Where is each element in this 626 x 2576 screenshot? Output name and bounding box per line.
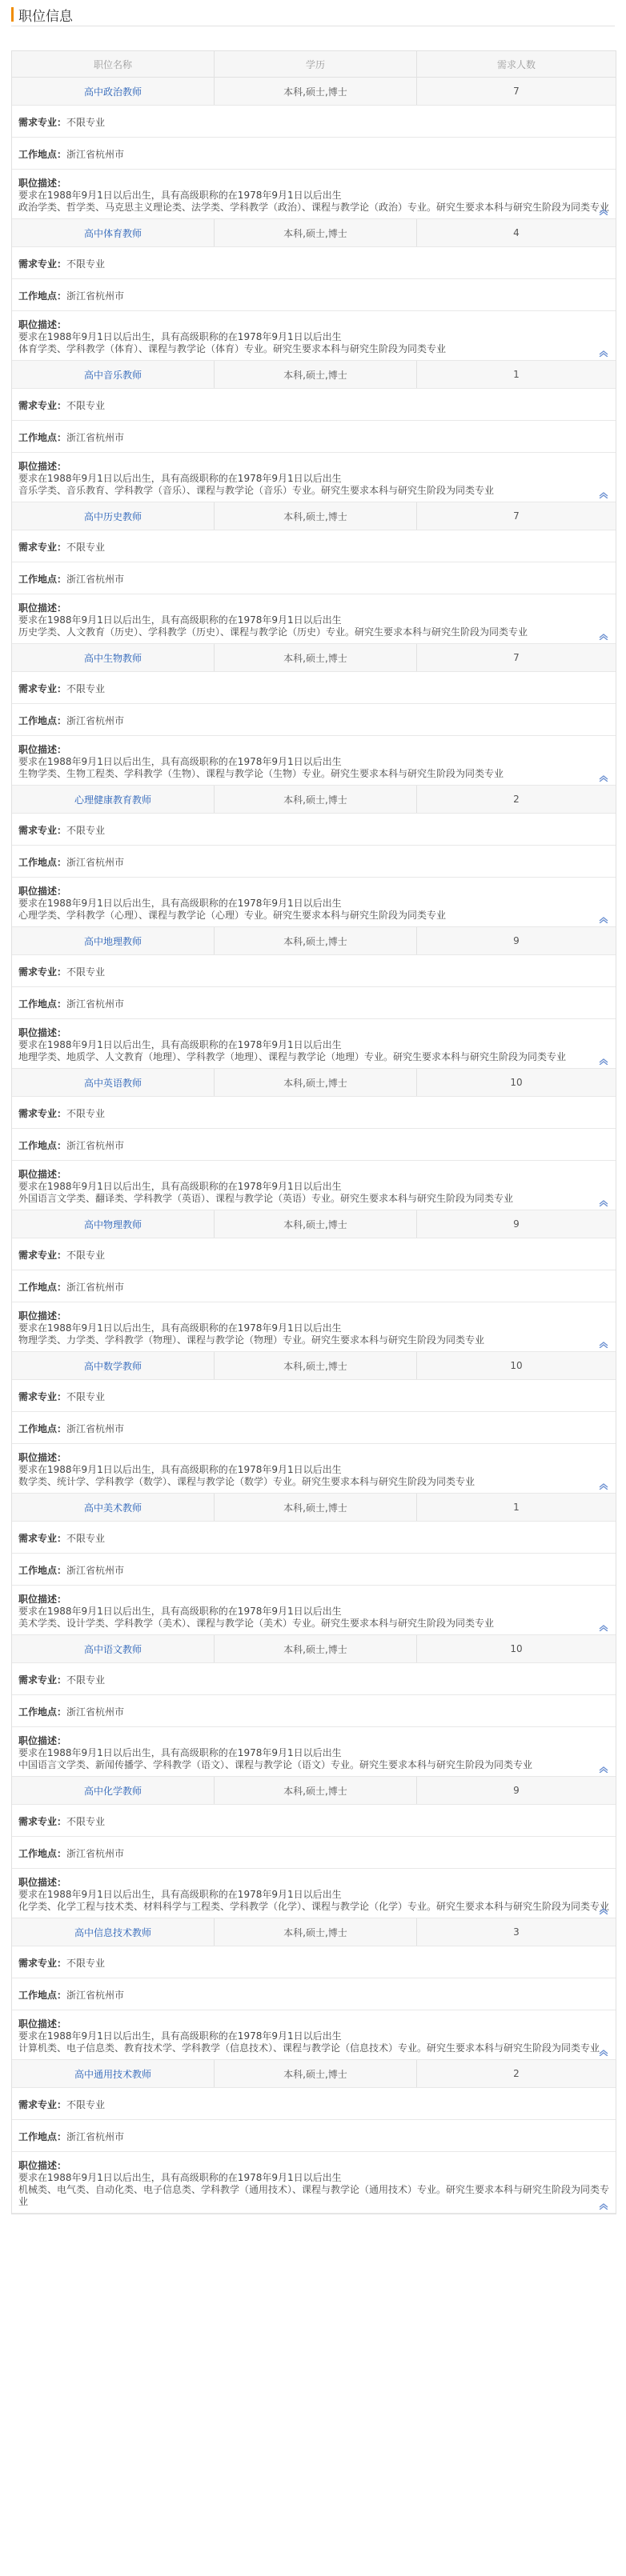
description-label: 职位描述： — [18, 461, 67, 472]
major-label: 需求专业： — [18, 1674, 67, 1686]
location-value: 浙江省杭州市 — [66, 431, 125, 443]
description-line: 生物学类、生物工程类、学科教学（生物）、课程与教学论（生物）专业。研究生要求本科与研究生阶段为同类专业 — [18, 768, 504, 779]
job-description — [12, 170, 616, 218]
job-location — [12, 1695, 616, 1727]
location-value: 浙江省杭州市 — [66, 856, 125, 868]
job-name-link[interactable]: 心理健康教育教师 — [12, 786, 215, 813]
job-list — [12, 78, 616, 2214]
job-name-link[interactable]: 高中物理教师 — [12, 1210, 215, 1238]
section-header — [11, 3, 615, 26]
description-line: 政治学类、哲学类、马克思主义理论类、法学类、学科教学（政治）、课程与教学论（政治）专业。研究生要求本科与研究生阶段为同类专业 — [18, 202, 610, 213]
job-item — [12, 1635, 616, 1777]
job-name-link[interactable]: 高中通用技术教师 — [12, 2060, 215, 2087]
chevron-up-icon[interactable] — [598, 209, 609, 217]
table-row — [12, 1635, 616, 1663]
location-label: 工作地点： — [18, 856, 67, 868]
job-description — [12, 594, 616, 643]
major-value: 不限专业 — [66, 541, 106, 553]
job-education: 本科,硕士,博士 — [215, 644, 417, 671]
location-value: 浙江省杭州市 — [66, 2130, 125, 2142]
major-label: 需求专业： — [18, 1815, 67, 1827]
job-count: 9 — [513, 935, 520, 946]
job-major — [12, 1663, 616, 1695]
job-education: 本科,硕士,博士 — [215, 1352, 417, 1379]
job-location — [12, 1837, 616, 1869]
chevron-up-icon[interactable] — [598, 775, 609, 783]
job-education: 本科,硕士,博士 — [215, 1635, 417, 1662]
table-row — [12, 1352, 616, 1380]
description-line: 中国语言文学类、新闻传播学、学科教学（语文）、课程与教学论（语文）专业。研究生要求本科与研究生阶段为同类专业 — [18, 1759, 533, 1770]
job-description — [12, 1869, 616, 1918]
job-education: 本科,硕士,博士 — [215, 786, 417, 813]
major-label: 需求专业： — [18, 1390, 67, 1402]
chevron-up-icon[interactable] — [598, 2203, 609, 2211]
job-education: 本科,硕士,博士 — [215, 2060, 417, 2087]
description-label: 职位描述： — [18, 319, 67, 330]
description-label: 职位描述： — [18, 178, 67, 189]
job-item — [12, 1210, 616, 1352]
job-item — [12, 1352, 616, 1494]
location-value: 浙江省杭州市 — [66, 1139, 125, 1151]
job-count: 7 — [513, 652, 520, 663]
major-value: 不限专业 — [66, 1249, 106, 1261]
job-education: 本科,硕士,博士 — [215, 78, 417, 105]
header-job-name: 职位名称 — [12, 51, 215, 77]
job-count: 10 — [510, 1077, 523, 1088]
description-label: 职位描述： — [18, 2018, 67, 2030]
job-name-link[interactable]: 高中政治教师 — [12, 78, 215, 105]
job-major — [12, 672, 616, 704]
description-line: 要求在1988年9月1日以后出生，具有高级职称的在1978年9月1日以后出生 — [18, 2172, 342, 2183]
description-line: 心理学类、学科教学（心理）、课程与教学论（心理）专业。研究生要求本科与研究生阶段为同类专业 — [18, 910, 447, 921]
job-location — [12, 138, 616, 170]
major-label: 需求专业： — [18, 258, 67, 270]
description-line: 要求在1988年9月1日以后出生，具有高级职称的在1978年9月1日以后出生 — [18, 1606, 342, 1617]
description-line: 要求在1988年9月1日以后出生，具有高级职称的在1978年9月1日以后出生 — [18, 2030, 342, 2042]
job-item — [12, 1777, 616, 1918]
job-count: 2 — [513, 2068, 520, 2079]
description-line: 要求在1988年9月1日以后出生，具有高级职称的在1978年9月1日以后出生 — [18, 898, 342, 909]
job-description — [12, 1302, 616, 1351]
job-item — [12, 1918, 616, 2060]
job-count: 7 — [513, 510, 520, 522]
job-location — [12, 987, 616, 1019]
major-label: 需求专业： — [18, 682, 67, 694]
job-major — [12, 530, 616, 562]
description-line: 化学类、化学工程与技术类、材料科学与工程类、学科教学（化学）、课程与教学论（化学）专业。研究生要求本科与研究生阶段为同类专业 — [18, 1901, 610, 1912]
chevron-up-icon[interactable] — [598, 350, 609, 358]
job-education: 本科,硕士,博士 — [215, 502, 417, 530]
major-value: 不限专业 — [66, 258, 106, 270]
job-name-link[interactable]: 高中体育教师 — [12, 219, 215, 246]
major-value: 不限专业 — [66, 1107, 106, 1119]
job-item — [12, 361, 616, 502]
job-description — [12, 2152, 616, 2213]
job-count: 10 — [510, 1643, 523, 1654]
job-name-link[interactable]: 高中数学教师 — [12, 1352, 215, 1379]
description-label: 职位描述： — [18, 602, 67, 614]
chevron-up-icon[interactable] — [598, 1058, 609, 1066]
location-label: 工作地点： — [18, 1139, 67, 1151]
table-row — [12, 361, 616, 389]
description-line: 要求在1988年9月1日以后出生，具有高级职称的在1978年9月1日以后出生 — [18, 756, 342, 767]
description-line: 要求在1988年9月1日以后出生，具有高级职称的在1978年9月1日以后出生 — [18, 1464, 342, 1475]
location-value: 浙江省杭州市 — [66, 148, 125, 160]
job-description — [12, 1727, 616, 1776]
description-line: 计算机类、电子信息类、教育技术学、学科教学（信息技术）、课程与教学论（信息技术）专业。研究生要求本科与研究生阶段为同类专业 — [18, 2042, 600, 2054]
location-value: 浙江省杭州市 — [66, 1281, 125, 1293]
location-value: 浙江省杭州市 — [66, 1989, 125, 2001]
job-major — [12, 389, 616, 421]
job-major — [12, 247, 616, 279]
table-row — [12, 78, 616, 106]
table-row — [12, 644, 616, 672]
job-description — [12, 311, 616, 360]
job-education: 本科,硕士,博士 — [215, 1918, 417, 1946]
location-label: 工作地点： — [18, 1847, 67, 1859]
description-label: 职位描述： — [18, 2160, 67, 2171]
job-description — [12, 1019, 616, 1068]
job-major — [12, 814, 616, 846]
table-row — [12, 219, 616, 247]
job-item — [12, 1494, 616, 1635]
chevron-up-icon[interactable] — [598, 917, 609, 925]
chevron-up-icon[interactable] — [598, 2050, 609, 2058]
description-line: 要求在1988年9月1日以后出生，具有高级职称的在1978年9月1日以后出生 — [18, 331, 342, 342]
location-value: 浙江省杭州市 — [66, 998, 125, 1010]
job-count: 4 — [513, 227, 520, 238]
description-label: 职位描述： — [18, 886, 67, 897]
job-item — [12, 2060, 616, 2214]
description-line: 历史学类、人文教育（历史）、学科教学（历史）、课程与教学论（历史）专业。研究生要求本科与研究生阶段为同类专业 — [18, 626, 528, 638]
chevron-up-icon[interactable] — [598, 1483, 609, 1491]
job-description — [12, 1586, 616, 1634]
description-line: 要求在1988年9月1日以后出生，具有高级职称的在1978年9月1日以后出生 — [18, 1889, 342, 1900]
table-row — [12, 1918, 616, 1946]
description-line: 美术学类、设计学类、学科教学（美术）、课程与教学论（美术）专业。研究生要求本科与研究生阶段为同类专业 — [18, 1618, 495, 1629]
major-label: 需求专业： — [18, 1957, 67, 1969]
job-location — [12, 1412, 616, 1444]
description-line: 外国语言文学类、翻译类、学科教学（英语）、课程与教学论（英语）专业。研究生要求本科与研究生阶段为同类专业 — [18, 1193, 514, 1204]
job-count: 1 — [513, 1502, 520, 1513]
description-line: 地理学类、地质学、人文教育（地理）、学科教学（地理）、课程与教学论（地理）专业。研究生要求本科与研究生阶段为同类专业 — [18, 1051, 567, 1062]
job-major — [12, 1522, 616, 1554]
job-major — [12, 1805, 616, 1837]
job-education: 本科,硕士,博士 — [215, 1494, 417, 1521]
description-label: 职位描述： — [18, 1027, 67, 1038]
description-line: 要求在1988年9月1日以后出生，具有高级职称的在1978年9月1日以后出生 — [18, 190, 342, 201]
description-line: 音乐学类、音乐教育、学科教学（音乐）、课程与教学论（音乐）专业。研究生要求本科与研究生阶段为同类专业 — [18, 485, 495, 496]
location-label: 工作地点： — [18, 998, 67, 1010]
major-label: 需求专业： — [18, 966, 67, 978]
job-name-link[interactable]: 高中信息技术教师 — [12, 1918, 215, 1946]
job-description — [12, 453, 616, 502]
location-label: 工作地点： — [18, 290, 67, 302]
job-description — [12, 1444, 616, 1493]
job-major — [12, 1380, 616, 1412]
location-label: 工作地点： — [18, 431, 67, 443]
major-label: 需求专业： — [18, 399, 67, 411]
table-row — [12, 2060, 616, 2088]
major-label: 需求专业： — [18, 824, 67, 836]
major-label: 需求专业： — [18, 1107, 67, 1119]
job-location — [12, 1270, 616, 1302]
table-row — [12, 1494, 616, 1522]
job-location — [12, 421, 616, 453]
description-line: 机械类、电气类、自动化类、电子信息类、学科教学（通用技术）、课程与教学论（通用技术）专业。研究生要求本科与研究生阶段为同类专业 — [18, 2184, 610, 2207]
table-row — [12, 1069, 616, 1097]
description-line: 物理学类、力学类、学科教学（物理）、课程与教学论（物理）专业。研究生要求本科与研究生阶段为同类专业 — [18, 1334, 485, 1346]
major-value: 不限专业 — [66, 2098, 106, 2110]
job-location — [12, 704, 616, 736]
chevron-up-icon[interactable] — [598, 1625, 609, 1633]
major-value: 不限专业 — [66, 116, 106, 128]
location-value: 浙江省杭州市 — [66, 290, 125, 302]
location-label: 工作地点： — [18, 2130, 67, 2142]
location-value: 浙江省杭州市 — [66, 1564, 125, 1576]
job-item — [12, 927, 616, 1069]
section-title: 职位信息 — [18, 8, 73, 25]
chevron-up-icon[interactable] — [598, 634, 609, 642]
chevron-up-icon[interactable] — [598, 1342, 609, 1350]
job-name-link[interactable]: 高中化学教师 — [12, 1777, 215, 1804]
location-label: 工作地点： — [18, 714, 67, 726]
description-label: 职位描述： — [18, 1877, 67, 1888]
description-label: 职位描述： — [18, 1452, 67, 1463]
description-label: 职位描述： — [18, 744, 67, 755]
job-education: 本科,硕士,博士 — [215, 1069, 417, 1096]
chevron-up-icon[interactable] — [598, 1766, 609, 1774]
description-label: 职位描述： — [18, 1735, 67, 1746]
job-description — [12, 878, 616, 926]
major-value: 不限专业 — [66, 399, 106, 411]
major-value: 不限专业 — [66, 682, 106, 694]
description-line: 要求在1988年9月1日以后出生，具有高级职称的在1978年9月1日以后出生 — [18, 1747, 342, 1758]
job-item — [12, 219, 616, 361]
major-value: 不限专业 — [66, 1532, 106, 1544]
description-line: 要求在1988年9月1日以后出生，具有高级职称的在1978年9月1日以后出生 — [18, 473, 342, 484]
header-count: 需求人数 — [496, 58, 536, 70]
location-label: 工作地点： — [18, 1422, 67, 1434]
header-education: 学历 — [215, 51, 417, 77]
job-item — [12, 644, 616, 786]
major-label: 需求专业： — [18, 1249, 67, 1261]
job-major — [12, 106, 616, 138]
job-name-link[interactable]: 高中历史教师 — [12, 502, 215, 530]
job-location — [12, 562, 616, 594]
chevron-up-icon[interactable] — [598, 492, 609, 500]
major-value: 不限专业 — [66, 1390, 106, 1402]
location-value: 浙江省杭州市 — [66, 1706, 125, 1718]
job-name-link[interactable]: 高中语文教师 — [12, 1635, 215, 1662]
description-label: 职位描述： — [18, 1169, 67, 1180]
major-label: 需求专业： — [18, 116, 67, 128]
job-location — [12, 279, 616, 311]
job-major — [12, 955, 616, 987]
job-count: 10 — [510, 1360, 523, 1371]
job-item — [12, 1069, 616, 1210]
description-label: 职位描述： — [18, 1310, 67, 1322]
job-location — [12, 2120, 616, 2152]
table-row — [12, 502, 616, 530]
job-count: 7 — [513, 86, 520, 97]
location-label: 工作地点： — [18, 148, 67, 160]
chevron-up-icon[interactable] — [598, 1200, 609, 1208]
job-count: 3 — [513, 1926, 520, 1938]
location-value: 浙江省杭州市 — [66, 714, 125, 726]
location-value: 浙江省杭州市 — [66, 1847, 125, 1859]
job-major — [12, 1946, 616, 1978]
chevron-up-icon[interactable] — [598, 1908, 609, 1916]
major-value: 不限专业 — [66, 1674, 106, 1686]
table-row — [12, 786, 616, 814]
job-location — [12, 1129, 616, 1161]
major-value: 不限专业 — [66, 824, 106, 836]
job-count: 9 — [513, 1218, 520, 1230]
major-value: 不限专业 — [66, 1957, 106, 1969]
major-value: 不限专业 — [66, 966, 106, 978]
job-location — [12, 1978, 616, 2010]
job-table — [11, 50, 616, 2214]
description-line: 要求在1988年9月1日以后出生，具有高级职称的在1978年9月1日以后出生 — [18, 1322, 342, 1334]
location-value: 浙江省杭州市 — [66, 573, 125, 585]
job-education: 本科,硕士,博士 — [215, 219, 417, 246]
major-label: 需求专业： — [18, 541, 67, 553]
location-label: 工作地点： — [18, 1989, 67, 2001]
job-location — [12, 1554, 616, 1586]
table-row — [12, 1777, 616, 1805]
location-label: 工作地点： — [18, 573, 67, 585]
table-row — [12, 927, 616, 955]
description-line: 要求在1988年9月1日以后出生，具有高级职称的在1978年9月1日以后出生 — [18, 1039, 342, 1050]
job-description — [12, 736, 616, 785]
job-major — [12, 2088, 616, 2120]
job-item — [12, 78, 616, 219]
job-count: 1 — [513, 369, 520, 380]
job-description — [12, 1161, 616, 1210]
location-label: 工作地点： — [18, 1564, 67, 1576]
job-description — [12, 2010, 616, 2059]
job-education: 本科,硕士,博士 — [215, 1210, 417, 1238]
description-line: 要求在1988年9月1日以后出生，具有高级职称的在1978年9月1日以后出生 — [18, 614, 342, 626]
section-accent-bar — [11, 7, 14, 22]
job-location — [12, 846, 616, 878]
major-value: 不限专业 — [66, 1815, 106, 1827]
job-count: 9 — [513, 1785, 520, 1796]
table-row — [12, 1210, 616, 1238]
major-label: 需求专业： — [18, 2098, 67, 2110]
table-header — [12, 51, 616, 78]
job-name-link[interactable]: 高中音乐教师 — [12, 361, 215, 388]
job-name-link[interactable]: 高中生物教师 — [12, 644, 215, 671]
job-education: 本科,硕士,博士 — [215, 1777, 417, 1804]
job-item — [12, 502, 616, 644]
description-label: 职位描述： — [18, 1594, 67, 1605]
job-name-link[interactable]: 高中美术教师 — [12, 1494, 215, 1521]
job-major — [12, 1097, 616, 1129]
job-major — [12, 1238, 616, 1270]
description-line: 要求在1988年9月1日以后出生，具有高级职称的在1978年9月1日以后出生 — [18, 1181, 342, 1192]
job-item — [12, 786, 616, 927]
location-label: 工作地点： — [18, 1706, 67, 1718]
location-value: 浙江省杭州市 — [66, 1422, 125, 1434]
major-label: 需求专业： — [18, 1532, 67, 1544]
job-name-link[interactable]: 高中英语教师 — [12, 1069, 215, 1096]
location-label: 工作地点： — [18, 1281, 67, 1293]
description-line: 数学类、统计学、学科教学（数学）、课程与教学论（数学）专业。研究生要求本科与研究生阶段为同类专业 — [18, 1476, 476, 1487]
job-education: 本科,硕士,博士 — [215, 361, 417, 388]
job-count: 2 — [513, 794, 520, 805]
job-name-link[interactable]: 高中地理教师 — [12, 927, 215, 954]
job-education: 本科,硕士,博士 — [215, 927, 417, 954]
description-line: 体育学类、学科教学（体育）、课程与教学论（体育）专业。研究生要求本科与研究生阶段为同类专业 — [18, 343, 447, 354]
